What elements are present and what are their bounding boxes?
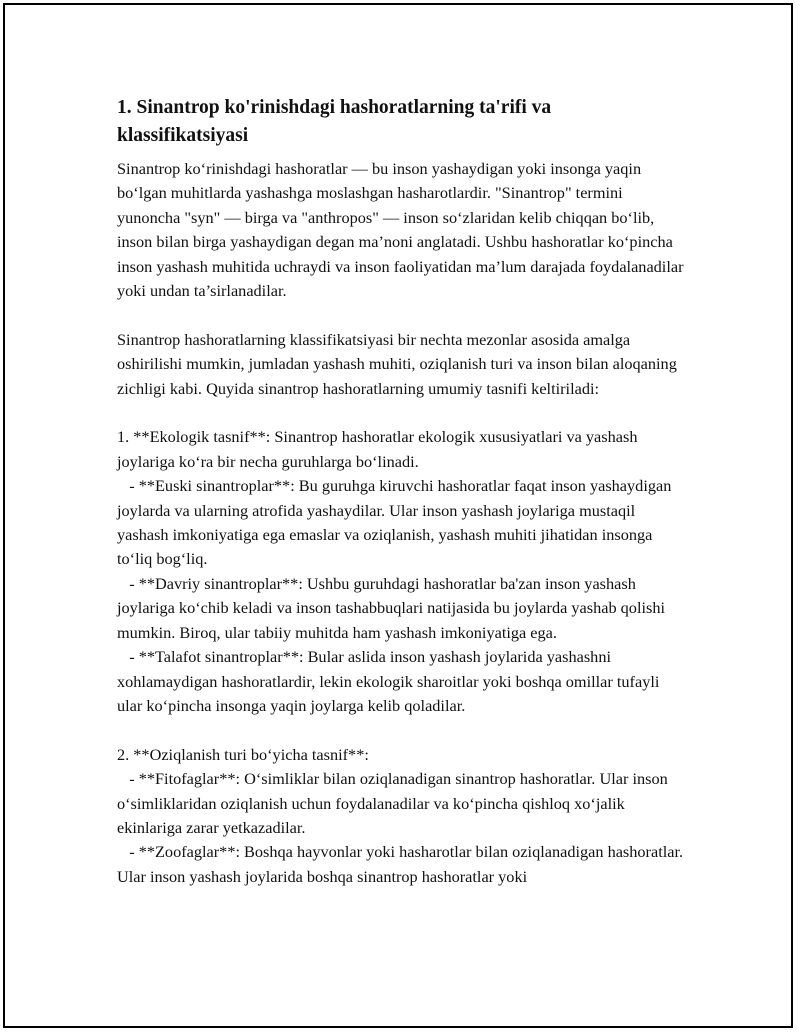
paragraph-feeding-classification: 2. **Oziqlanish turi bo‘yicha tasnif**: - **Fitofaglar**: O‘simliklar bilan oziqlanadigan sinantrop hashoratlar. Ular inson o‘simliklaridan oziqlanish uchun foydalanadilar va ko‘pincha qishloq xo‘jalik ekinlariga zarar yetkazadilar. - **Zoofaglar**: Boshqa hayvonlar yoki hasharotlar bilan oziqlanadigan hashoratlar. Ular inson yashash joylarida boshqa sinantrop hashoratlar yoki	[117, 744, 684, 886]
section-heading: 1. Sinantrop ko'rinishdagi hashoratlarning ta'rifi va klassifikatsiyasi	[117, 97, 552, 146]
paragraph-gap	[117, 303, 687, 327]
paragraph-classification-intro: Sinantrop hashoratlarning klassifikatsiyasi bir nechta mezonlar asosida amalga oshirilishi mumkin, jumladan yashash muhiti, oziqlanish turi va inson bilan aloqaning zichligi kabi. Quyida sinantrop hashoratlarning umumiy tasnifi keltiriladi:	[117, 329, 681, 398]
paragraph-definition: Sinantrop ko‘rinishdagi hashoratlar — bu inson yashaydigan yoki insonga yaqin bo‘lgan muhitlarda yashashga moslashgan hasharotlardir. "Sinantrop" termini yunoncha "syn" — birga va "anthropos" — inson so‘zlaridan kelib chiqqan bo‘lib, inson bilan birga yashaydigan degan ma’noni anglatadi. Ushbu hashoratlar ko‘pincha inson yashash muhitida uchraydi va inson faoliyatidan ma’lum darajada foydalanadilar yoki undan ta’sirlanadilar.	[117, 159, 688, 301]
paragraph-gap	[117, 718, 687, 742]
paragraph-ecological-classification: 1. **Ekologik tasnif**: Sinantrop hashoratlar ekologik xususiyatlari va yashash joylariga ko‘ra bir necha guruhlarga bo‘linadi. - **Euski sinantroplar**: Bu guruhga kiruvchi hashoratlar faqat inson yashaydigan joylarda va ularning atrofida yashaydilar. Ular inson yashash joylariga mustaqil yashash imkoniyatiga ega emaslar va oziqlanish, yashash muhiti jihatidan insonga to‘liq bog‘liq. - **Davriy sinantroplar**: Ushbu guruhdagi hashoratlar ba'zan inson yashash joylariga ko‘chib keladi va inson tashabbuqlari natijasida bu joylarda yashab qolishi mumkin. Biroq, ular tabiiy muhitda ham yashash imkoniyatiga ega. - **Talafot sinantroplar**: Bular aslida inson yashash joylarida yashashni xohlamaydigan hashoratlardir, lekin ekologik sharoitlar yoki boshqa omillar tufayli ular ko‘pincha insonga yaqin joylarga kelib qoladilar.	[117, 427, 672, 715]
document-body	[117, 94, 687, 889]
paragraph-gap	[117, 401, 687, 425]
